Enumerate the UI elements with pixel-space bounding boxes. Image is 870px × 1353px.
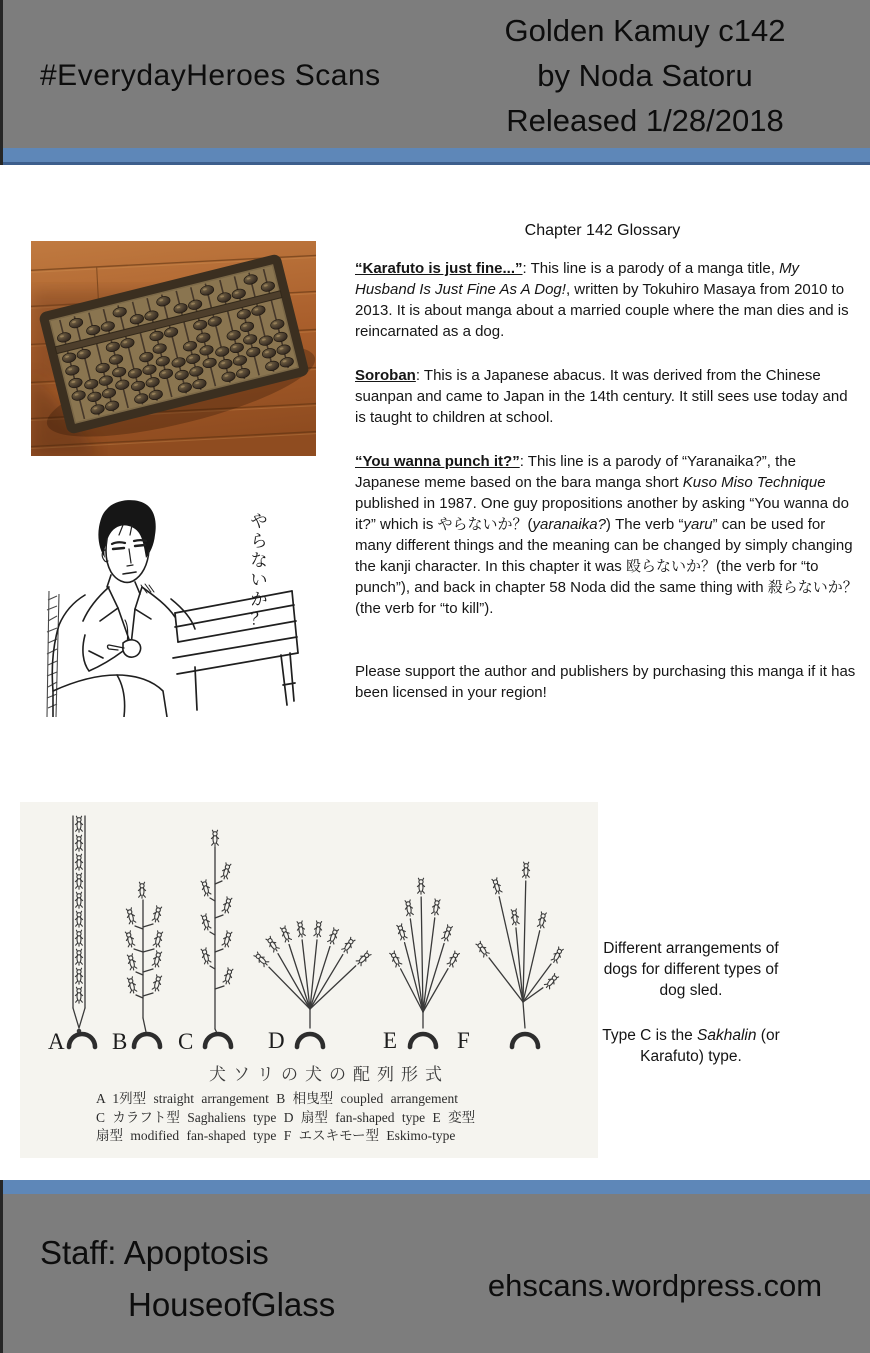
diagram-label-d: D xyxy=(268,1028,285,1053)
glossary-heading: Chapter 142 Glossary xyxy=(524,222,681,239)
staff-credit-1: Staff: Apoptosis xyxy=(40,1234,269,1271)
staff-credit-2: HouseofGlass xyxy=(128,1286,336,1323)
glossary-term: Soroban xyxy=(355,367,416,384)
caption-line: 扇型 modified fan-shaped type F エスキモー型 Eskimo-type xyxy=(96,1128,456,1143)
dog-sled-figure xyxy=(20,802,598,1060)
diagram-label-b: B xyxy=(112,1029,128,1054)
svg-text:ら: ら xyxy=(250,531,268,551)
diagram-side-note xyxy=(600,938,782,1067)
svg-text:や: や xyxy=(250,512,268,531)
svg-text:い: い xyxy=(250,570,268,590)
manga-title-reference: My Husband Is Just Fine As A Dog! xyxy=(355,260,800,298)
release-info xyxy=(450,8,840,143)
manga-author: by Noda Satoru xyxy=(537,58,753,93)
scan-edge-artifact-bottom xyxy=(0,1180,3,1353)
glossary-text xyxy=(355,258,860,703)
harness-lines xyxy=(73,816,551,1033)
diagram-label-c: C xyxy=(178,1029,194,1054)
diagram-japanese-title: 犬ソリの犬の配列形式 xyxy=(209,1065,449,1084)
glossary-entry-soroban: Soroban: This is a Japanese abacus. It was derived from the Chinese suanpan and came to Japan in the 14th century. It still sees use today and is taught to children at school. xyxy=(355,367,848,426)
release-date: Released 1/28/2018 xyxy=(506,103,784,138)
website-url: ehscans.wordpress.com xyxy=(487,1268,823,1303)
svg-text:か: か xyxy=(250,590,268,609)
dogs xyxy=(75,816,564,1003)
glossary-entry-punch: “You wanna punch it?”: This line is a parody of “Yaranaika?”, the Japanese meme based on the bara manga short Kuso Miso Technique published in 1987. One guy propositions another by asking “You wanna do it?” which is やらないか？(yaranaika?) The verb “yaru” can be used for many different things and the meaning can be changed by simply changing the kanji character. In this chapter it was 殴らないか？(the verb for “to punch”), and back in chapter 58 Noda did the same thing with 殺らないか？ (the verb for “to kill”). xyxy=(355,453,858,617)
manga-panel xyxy=(45,495,300,717)
svg-text:？: ？ xyxy=(250,609,268,629)
soroban-photo xyxy=(31,241,316,456)
accent-bar-bottom xyxy=(0,1180,870,1194)
side-note-2: Type C is the Sakhalin (or Karafuto) type. xyxy=(602,1027,780,1065)
glossary-term: “You wanna punch it?” xyxy=(355,453,520,470)
diagram-label-e: E xyxy=(383,1028,398,1053)
diagram-label-f: F xyxy=(457,1028,470,1053)
accent-bar-top xyxy=(0,148,870,165)
support-note: Please support the author and publishers by purchasing this manga if it has been licensed in your region! xyxy=(355,663,856,701)
caption-line: A 1列型 straight arrangement B 相曳型 coupled arrangement xyxy=(96,1091,459,1106)
manga-panel-drawing xyxy=(45,495,300,717)
side-note-1: Different arrangements of dogs for different types of dog sled. xyxy=(603,940,779,999)
scan-group-name: #EverydayHeroes Scans xyxy=(40,59,381,92)
glossary-entry-karafuto: “Karafuto is just fine...”: This line is a parody of a manga title, My Husband Is Just Fine As A Dog!, written by Tokuhiro Masaya from 2010 to 2013. It is about manga about a married couple where the man dies and is reincarnated as a dog. xyxy=(355,260,849,340)
diagram-caption xyxy=(96,1090,591,1146)
glossary-term: “Karafuto is just fine...” xyxy=(355,260,523,277)
svg-text:な: な xyxy=(250,551,268,570)
dog-sled-diagram xyxy=(20,802,598,1158)
manga-title: Golden Kamuy c142 xyxy=(504,13,786,48)
manga-title-reference: Kuso Miso Technique xyxy=(682,474,826,491)
scan-edge-artifact-top xyxy=(0,0,3,165)
soroban-photo-drawing xyxy=(31,241,316,456)
diagram-label-a: A xyxy=(48,1029,65,1054)
caption-line: C カラフト型 Saghaliens type D 扇型 fan-shaped type E 変型 xyxy=(96,1109,476,1125)
